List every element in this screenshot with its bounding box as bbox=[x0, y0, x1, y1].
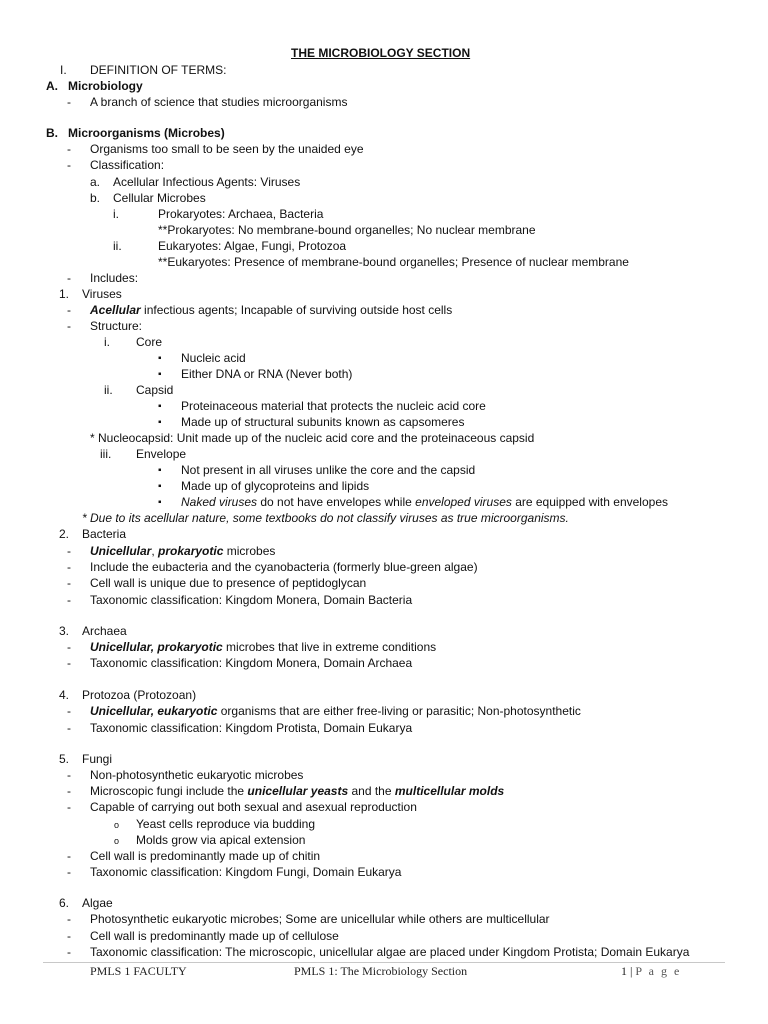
page-title: THE MICROBIOLOGY SECTION bbox=[291, 46, 471, 60]
item-number: 5. bbox=[59, 752, 70, 766]
square-bullet: ▪ bbox=[158, 497, 162, 508]
term-letter: B. bbox=[46, 126, 58, 140]
dash-bullet: - bbox=[67, 865, 71, 879]
text-span: Microscopic fungi include the bbox=[90, 784, 248, 798]
note-text: * Due to its acellular nature, some textbooks do not classify viruses as true microorganisms. bbox=[82, 511, 569, 525]
list-text: Taxonomic classification: Kingdom Protista, Domain Eukarya bbox=[90, 721, 413, 735]
item-heading: Protozoa (Protozoan) bbox=[82, 688, 197, 702]
dash-bullet: - bbox=[67, 849, 71, 863]
page-num: 1 bbox=[621, 964, 627, 978]
list-text: Photosynthetic eukaryotic microbes; Some are unicellular while others are multicellular bbox=[90, 912, 550, 926]
dash-bullet: - bbox=[67, 576, 71, 590]
dash-bullet: - bbox=[67, 593, 71, 607]
emphasis-text: multicellular molds bbox=[394, 784, 505, 798]
list-text bbox=[90, 784, 504, 798]
emphasis-text: unicellular yeasts bbox=[247, 784, 349, 798]
list-text: Proteinaceous material that protects the nucleic acid core bbox=[181, 399, 486, 413]
square-bullet: ▪ bbox=[158, 401, 162, 412]
item-number: 1. bbox=[59, 287, 70, 301]
dash-bullet: - bbox=[67, 768, 71, 782]
square-bullet: ▪ bbox=[158, 369, 162, 380]
list-text bbox=[181, 495, 668, 509]
dash-bullet: - bbox=[67, 929, 71, 943]
roman-numeral: ii. bbox=[113, 239, 122, 253]
dash-bullet: - bbox=[67, 271, 71, 285]
list-text: Not present in all viruses unlike the core and the capsid bbox=[181, 463, 476, 477]
emphasis-text: prokaryotic bbox=[158, 544, 224, 558]
text-span: infectious agents; Incapable of surviving outside host cells bbox=[140, 303, 453, 317]
item-heading: Bacteria bbox=[82, 527, 127, 541]
emphasis-text: Acellular bbox=[90, 303, 141, 317]
list-text: Taxonomic classification: Kingdom Monera, Domain Archaea bbox=[90, 656, 413, 670]
list-text: Classification: bbox=[90, 158, 165, 172]
item-number: 3. bbox=[59, 624, 70, 638]
item-number: 4. bbox=[59, 688, 70, 702]
list-text: Either DNA or RNA (Never both) bbox=[181, 367, 353, 381]
definition-text: A branch of science that studies microorganisms bbox=[90, 95, 348, 109]
footer-center: PMLS 1: The Microbiology Section bbox=[294, 964, 468, 978]
list-text: Cell wall is predominantly made up of cellulose bbox=[90, 929, 339, 943]
list-text: Envelope bbox=[136, 447, 187, 461]
footer-left: PMLS 1 FACULTY bbox=[90, 964, 187, 978]
text-span: , bbox=[151, 544, 159, 558]
text-span: microbes that live in extreme conditions bbox=[222, 640, 437, 654]
list-letter: b. bbox=[90, 191, 101, 205]
roman-numeral: ii. bbox=[104, 383, 113, 397]
dash-bullet: - bbox=[67, 640, 71, 654]
square-bullet: ▪ bbox=[158, 353, 162, 364]
emphasis-text: Unicellular, prokaryotic bbox=[90, 640, 223, 654]
list-text: Prokaryotes: Archaea, Bacteria bbox=[158, 207, 324, 221]
item-number: 2. bbox=[59, 527, 70, 541]
dash-bullet: - bbox=[67, 544, 71, 558]
list-text: Core bbox=[136, 335, 163, 349]
circle-bullet: o bbox=[114, 836, 120, 846]
list-text: Nucleic acid bbox=[181, 351, 246, 365]
text-span: microbes bbox=[223, 544, 276, 558]
list-text bbox=[90, 544, 275, 558]
emphasis-text: Naked viruses bbox=[181, 495, 258, 509]
dash-bullet: - bbox=[67, 656, 71, 670]
list-text: Yeast cells reproduce via budding bbox=[136, 817, 316, 831]
dash-bullet: - bbox=[67, 704, 71, 718]
dash-bullet: - bbox=[67, 560, 71, 574]
list-text: Capsid bbox=[136, 383, 174, 397]
dash-bullet: - bbox=[67, 319, 71, 333]
text-span: do not have envelopes while bbox=[257, 495, 416, 509]
dash-bullet: - bbox=[67, 95, 71, 109]
dash-bullet: - bbox=[67, 142, 71, 156]
list-text: Molds grow via apical extension bbox=[136, 833, 306, 847]
item-number: 6. bbox=[59, 896, 70, 910]
term-letter: A. bbox=[46, 79, 58, 93]
dash-bullet: - bbox=[67, 303, 71, 317]
item-heading: Viruses bbox=[82, 287, 122, 301]
list-letter: a. bbox=[90, 175, 101, 189]
emphasis-text: Unicellular, eukaryotic bbox=[90, 704, 218, 718]
item-heading: Algae bbox=[82, 896, 113, 910]
square-bullet: ▪ bbox=[158, 417, 162, 428]
list-text: Cell wall is unique due to presence of peptidoglycan bbox=[90, 576, 367, 590]
emphasis-text: enveloped viruses bbox=[415, 495, 512, 509]
list-text: Non-photosynthetic eukaryotic microbes bbox=[90, 768, 304, 782]
definition-text: Organisms too small to be seen by the unaided eye bbox=[90, 142, 364, 156]
dash-bullet: - bbox=[67, 912, 71, 926]
square-bullet: ▪ bbox=[158, 481, 162, 492]
roman-numeral: i. bbox=[104, 335, 110, 349]
list-text: Include the eubacteria and the cyanobacteria (formerly blue-green algae) bbox=[90, 560, 478, 574]
dash-bullet: - bbox=[67, 721, 71, 735]
list-text: Acellular Infectious Agents: Viruses bbox=[113, 175, 301, 189]
text-span: and the bbox=[348, 784, 395, 798]
list-text bbox=[90, 303, 452, 317]
list-text: Structure: bbox=[90, 319, 143, 333]
footer-divider bbox=[43, 962, 725, 963]
note-text: **Prokaryotes: No membrane-bound organelles; No nuclear membrane bbox=[158, 223, 536, 237]
list-text: Cell wall is predominantly made up of chitin bbox=[90, 849, 321, 863]
dash-bullet: - bbox=[67, 800, 71, 814]
list-text bbox=[90, 704, 581, 718]
item-heading: Archaea bbox=[82, 624, 127, 638]
section-heading: DEFINITION OF TERMS: bbox=[90, 63, 227, 77]
text-span: organisms that are either free-living or parasitic; Non-photosynthetic bbox=[217, 704, 581, 718]
list-text: Taxonomic classification: Kingdom Monera, Domain Bacteria bbox=[90, 593, 413, 607]
list-text: Includes: bbox=[90, 271, 139, 285]
emphasis-text: Unicellular bbox=[90, 544, 152, 558]
roman-numeral: iii. bbox=[100, 447, 112, 461]
list-text: Taxonomic classification: The microscopic, unicellular algae are placed under Kingdom Protista; Domain Eukarya bbox=[90, 945, 690, 959]
list-text bbox=[90, 640, 436, 654]
item-heading: Fungi bbox=[82, 752, 113, 766]
page-word: P a g e bbox=[635, 964, 682, 978]
text-span: are equipped with envelopes bbox=[511, 495, 668, 509]
list-text: Made up of glycoproteins and lipids bbox=[181, 479, 370, 493]
note-text: * Nucleocapsid: Unit made up of the nucleic acid core and the proteinaceous capsid bbox=[90, 431, 535, 445]
list-text: Taxonomic classification: Kingdom Fungi, Domain Eukarya bbox=[90, 865, 402, 879]
dash-bullet: - bbox=[67, 945, 71, 959]
note-text: **Eukaryotes: Presence of membrane-bound organelles; Presence of nuclear membrane bbox=[158, 255, 629, 269]
term-heading: Microorganisms (Microbes) bbox=[68, 126, 225, 140]
list-text: Cellular Microbes bbox=[113, 191, 206, 205]
page-number bbox=[621, 964, 681, 978]
list-text: Made up of structural subunits known as capsomeres bbox=[181, 415, 465, 429]
roman-numeral: i. bbox=[113, 207, 119, 221]
term-heading: Microbiology bbox=[68, 79, 143, 93]
square-bullet: ▪ bbox=[158, 465, 162, 476]
list-text: Eukaryotes: Algae, Fungi, Protozoa bbox=[158, 239, 347, 253]
section-number: I. bbox=[60, 63, 67, 77]
list-text: Capable of carrying out both sexual and asexual reproduction bbox=[90, 800, 417, 814]
page-separator: | bbox=[627, 964, 636, 978]
dash-bullet: - bbox=[67, 784, 71, 798]
circle-bullet: o bbox=[114, 820, 120, 830]
dash-bullet: - bbox=[67, 158, 71, 172]
